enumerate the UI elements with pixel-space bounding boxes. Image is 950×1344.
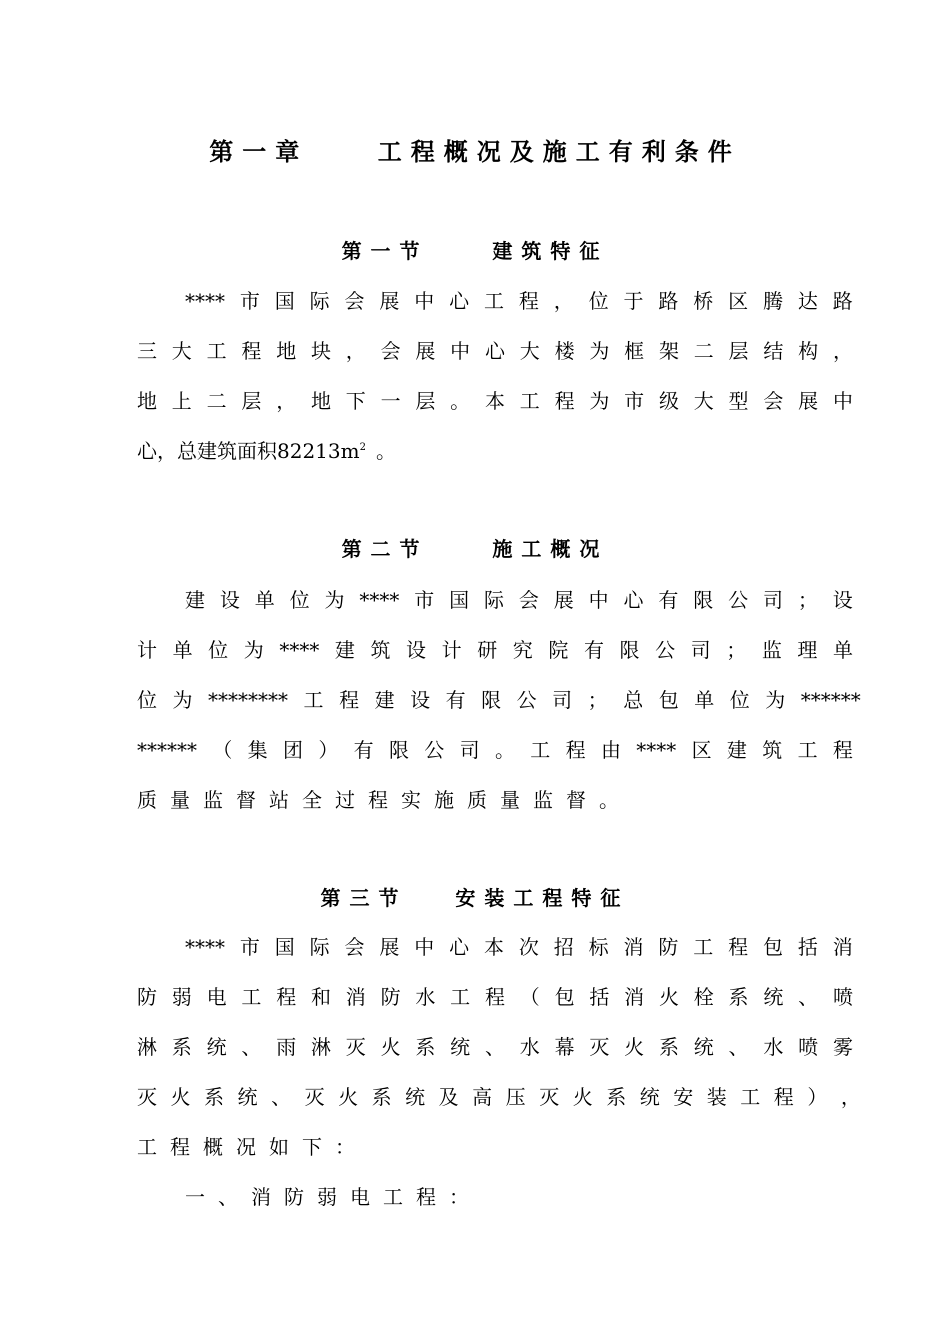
paragraph-line: 工 程 概 况 如 下 ： — [137, 1135, 355, 1159]
paragraph-line: **** 市 国 际 会 展 中 心 工 程 ， 位 于 路 桥 区 腾 达 路 — [185, 289, 853, 313]
chapter-title: 第一章 工程概况及施工有利条件 — [209, 138, 741, 166]
area-superscript: 2 — [359, 442, 366, 453]
paragraph-line: 地 上 二 层 ， 地 下 一 层 。 本 工 程 为 市 级 大 型 会 展 中 — [137, 389, 853, 413]
paragraph-line: 建 设 单 位 为 **** 市 国 际 会 展 中 心 有 限 公 司 ； 设 — [185, 588, 853, 612]
area-text: 心，总建筑面积82213m — [137, 439, 360, 463]
section-title-construction-overview: 第二节 施工概况 — [341, 537, 609, 561]
paragraph-line: 质 量 监 督 站 全 过 程 实 施 质 量 监 督 。 — [137, 788, 619, 812]
paragraph-line-area — [137, 426, 853, 476]
paragraph-line: 计 单 位 为 **** 建 筑 设 计 研 究 院 有 限 公 司 ； 监 理 单 — [137, 638, 853, 662]
section-body-installation-features — [137, 922, 861, 1222]
paragraph-line: 灭 火 系 统 、 灭 火 系 统 及 高 压 灭 火 系 统 安 装 工 程 ） ， — [137, 1085, 861, 1109]
paragraph-line: 位 为 ******** 工 程 建 设 有 限 公 司 ； 总 包 单 位 为 ****** — [137, 688, 861, 712]
section-body-building-features — [137, 276, 853, 476]
subheading-line: 一 、 消 防 弱 电 工 程 ： — [185, 1185, 469, 1209]
section-title-building-features: 第一节 建筑特征 — [341, 239, 609, 263]
paragraph-line: **** 市 国 际 会 展 中 心 本 次 招 标 消 防 工 程 包 括 消 — [185, 935, 853, 959]
section-title-installation-features: 第三节 安装工程特征 — [320, 886, 630, 910]
paragraph-line: 防 弱 电 工 程 和 消 防 水 工 程 （ 包 括 消 火 栓 系 统 、 喷 — [137, 985, 853, 1009]
paragraph-line: 三 大 工 程 地 块 ， 会 展 中 心 大 楼 为 框 架 二 层 结 构 ， — [137, 339, 853, 363]
paragraph-line: ****** （ 集 团 ） 有 限 公 司 。 工 程 由 **** 区 建 筑 工 程 — [137, 738, 853, 762]
section-body-construction-overview — [137, 575, 861, 825]
paragraph-line: 淋 系 统 、 雨 淋 灭 火 系 统 、 水 幕 灭 火 系 统 、 水 喷 雾 — [137, 1035, 853, 1059]
area-tail: 。 — [375, 439, 396, 463]
